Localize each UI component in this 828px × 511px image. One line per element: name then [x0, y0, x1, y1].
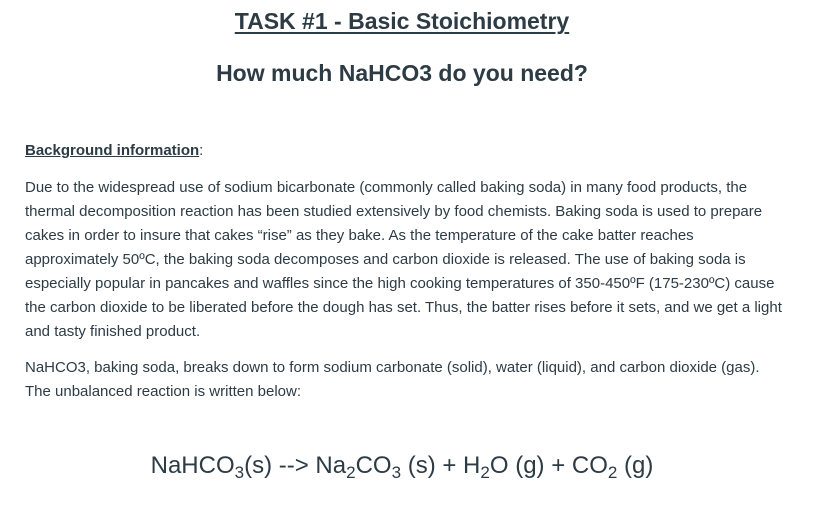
background-heading — [25, 142, 203, 159]
equation-subscript: 2 — [607, 463, 618, 482]
equation-subscript: 2 — [480, 463, 490, 482]
background-paragraph-1: Due to the widespread use of sodium bicarbonate (commonly called baking soda) in many food products, the thermal decomposition reaction has been studied extensively by food chemists. Baking soda is used to prepare cakes in order to insure that cakes “rise” as they bake. As the temperature of the cake batter reaches approximately 50ºC, the baking soda decomposes and carbon dioxide is released. The use of baking soda is especially popular in pancakes and waffles since the high cooking temperatures of 350-450ºF (175-230ºC) cause the carbon dioxide to be liberated before the dough has set. Thus, the batter rises before it sets, and we get a light and tasty finished product. — [25, 179, 782, 340]
equation-subscript: 2 — [346, 463, 356, 482]
equation-part: O (g) + CO — [489, 452, 608, 479]
background-heading-colon: : — [199, 142, 204, 159]
equation-subscript: 3 — [391, 463, 402, 482]
equation-part: (s) + H — [401, 452, 481, 479]
equation-part: CO — [355, 452, 392, 479]
task-title: TASK #1 - Basic Stoichiometry — [234, 8, 570, 34]
chemical-equation — [0, 452, 804, 480]
equation-part: (s) --> Na — [244, 452, 347, 479]
equation-part: NaHCO — [150, 452, 235, 479]
background-paragraph-2: NaHCO3, baking soda, breaks down to form sodium carbonate (solid), water (liquid), and carbon dioxide (gas). The unbalanced reaction is written below: — [25, 359, 760, 400]
equation-subscript: 3 — [234, 463, 245, 482]
equation-part: (g) — [617, 452, 654, 479]
question-heading: How much NaHCO3 do you need? — [216, 60, 588, 86]
background-heading-label: Background information — [25, 142, 200, 159]
